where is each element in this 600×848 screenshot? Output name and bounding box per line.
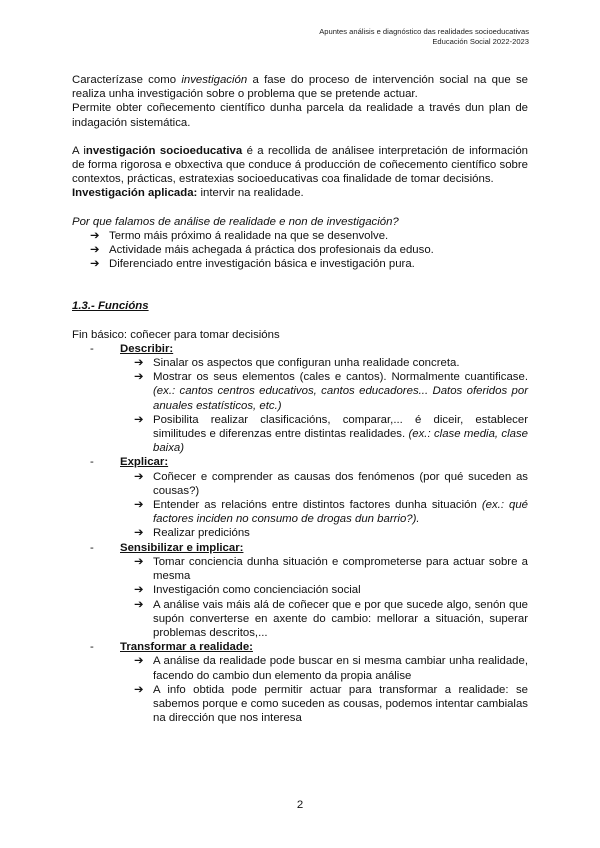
list-item <box>90 243 528 257</box>
list-item <box>134 526 528 540</box>
applied-label: Investigación aplicada: <box>72 187 198 200</box>
why-question-text: Por que falamos de análise de realidade e non de investigación? <box>72 215 399 228</box>
list-item-text: Termo máis próximo á realidade na que se desenvolve. <box>109 229 389 242</box>
page-content <box>72 73 528 725</box>
list-item <box>134 683 528 726</box>
applied-text: intervir na realidade. <box>197 187 304 200</box>
function-explicar <box>72 455 528 469</box>
arrow-icon: ➔ <box>90 258 100 271</box>
list-item-text: Posibilita realizar clasificacións, comparar,... é diceir, establecer similitudes e diferenzas entre distintas realidades. <box>153 413 528 441</box>
list-item <box>134 583 528 597</box>
list-item-text: Investigación como concienciación social <box>153 584 361 597</box>
list-item <box>134 498 528 526</box>
section-intro: Fin básico: coñecer para tomar decisións <box>72 328 280 341</box>
arrow-icon: ➔ <box>134 413 144 426</box>
example-text: (ex.: clase media, clase baixa) <box>153 428 528 455</box>
arrow-icon: ➔ <box>134 555 144 568</box>
list-item-text: Diferenciado entre investigación básica e investigación pura. <box>109 258 415 271</box>
arrow-icon: ➔ <box>134 499 144 512</box>
list-item-text: Entender as relacións entre distintos factores dunha situación <box>153 499 482 512</box>
function-title: Sensibilizar e implicar: <box>120 541 244 554</box>
intro-paragraph-1 <box>72 73 528 101</box>
arrow-icon: ➔ <box>134 527 144 540</box>
why-list <box>72 229 528 272</box>
why-question <box>72 215 528 229</box>
list-item-text: A análise da realidade pode buscar en si mesma cambiar unha realidade, facendo do cambio dun elemento da propia análise <box>153 655 528 682</box>
section-title: 1.3.- Funcións <box>72 300 149 313</box>
socio-paragraph <box>72 144 528 187</box>
arrow-icon: ➔ <box>134 598 144 611</box>
function-describir-list <box>72 356 528 455</box>
intro-emphasis: investigación <box>181 74 248 86</box>
list-item-text: Actividade máis achegada á práctica dos profesionais da eduso. <box>109 244 434 257</box>
arrow-icon: ➔ <box>134 371 144 384</box>
socio-definition: é a recollida de análisee interpretación de información de forma rigorosa e obxectiva que conduce á producción de coñecemento científico sobre contextos, prácticas, estratexias socioeducativas coa finalidade de tomar decisións. <box>72 144 529 186</box>
list-item <box>134 598 528 641</box>
applied-line <box>72 186 528 200</box>
list-item <box>134 356 528 370</box>
intro-text-start: Caracterízase como <box>72 74 182 86</box>
list-item-text: A info obtida pode permitir actuar para transformar a realidade: se sabemos porque e como suceden as cousas, podemos intentar cambialas na dirección que nos interesa <box>153 683 528 725</box>
function-transformar-list <box>72 654 528 725</box>
function-title: Transformar a realidade: <box>120 641 253 654</box>
intro-paragraph-2: Permite obter coñecemento científico dunha parcela da realidade a través dun plan de indagación sistemática. <box>72 102 528 129</box>
list-item <box>134 654 528 682</box>
example-text: (ex.: qué factores inciden no consumo de drogas dun barrio?). <box>153 499 528 526</box>
list-item-text: Tomar conciencia dunha situación e comprometerse para actuar sobre a mesma <box>153 555 528 583</box>
arrow-icon: ➔ <box>134 683 144 696</box>
list-item <box>134 413 528 456</box>
function-describir <box>72 342 528 356</box>
arrow-icon: ➔ <box>90 244 100 257</box>
intro-text-end: a fase do proceso de intervención social na que se realiza unha investigación sobre o problema que se pretende actuar. <box>72 74 528 101</box>
dash-bullet: - <box>90 641 94 654</box>
dash-bullet: - <box>90 456 94 469</box>
arrow-icon: ➔ <box>134 470 144 483</box>
function-title: Explicar: <box>120 456 169 469</box>
list-item-text: Sinalar os aspectos que configuran unha realidade concreta. <box>153 357 460 370</box>
list-item <box>134 370 528 413</box>
list-item-text: Mostrar os seus elementos (cales e cantos). Normalmente cuantificase. <box>153 371 528 384</box>
function-explicar-list <box>72 470 528 541</box>
function-transformar <box>72 640 528 654</box>
dash-bullet: - <box>90 342 94 355</box>
function-title: Describir: <box>120 342 174 355</box>
function-sensibilizar <box>72 541 528 555</box>
list-item <box>134 555 528 583</box>
dash-bullet: - <box>90 541 94 554</box>
example-text: (ex.: cantos centros educativos, cantos educadores... Datos oferidos por anuales estatísticos, etc.) <box>153 385 528 412</box>
arrow-icon: ➔ <box>134 357 144 370</box>
arrow-icon: ➔ <box>90 229 100 242</box>
header-course-year: Educación Social 2022-2023 <box>432 37 529 46</box>
list-item-text: Coñecer e comprender as causas dos fenómenos (por qué suceden as cousas?) <box>153 470 528 497</box>
header-course-title: Apuntes análisis e diagnóstico das realidades socioeducativas <box>319 27 529 36</box>
list-item-text: A análise vais máis alá de coñecer que e por que sucede algo, senón que supón converterse en axente do cambio: mellorar a situación, superar problemas descritos,... <box>153 598 528 639</box>
socio-term: nvestigación socioeducativa <box>85 144 243 157</box>
list-item <box>134 470 528 498</box>
arrow-icon: ➔ <box>134 655 144 668</box>
arrow-icon: ➔ <box>134 584 144 597</box>
page-header <box>209 27 529 47</box>
socio-text-start: A i <box>72 144 86 157</box>
page-number: 2 <box>296 799 304 811</box>
list-item <box>90 257 528 271</box>
list-item-text: Realizar predicións <box>153 527 250 540</box>
function-sensibilizar-list <box>72 555 528 640</box>
list-item <box>90 229 528 243</box>
